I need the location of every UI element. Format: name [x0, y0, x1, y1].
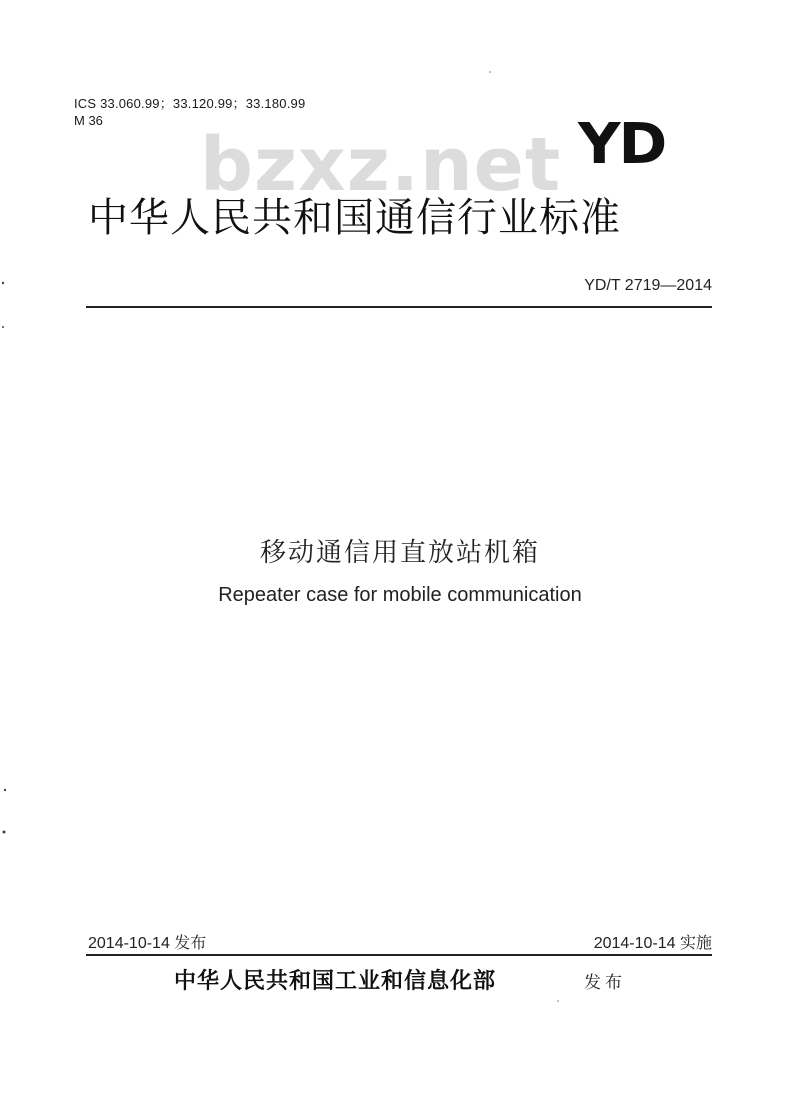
ics-classification: ICS 33.060.99；33.120.99；33.180.99	[74, 96, 306, 111]
classification-code: M 36	[74, 113, 103, 128]
bottom-divider	[86, 954, 712, 956]
top-divider	[86, 306, 712, 308]
document-title-chinese: 移动通信用直放站机箱	[259, 538, 540, 568]
standard-category-title: 中华人民共和国通信行业标准	[88, 195, 621, 241]
issue-date: 2014-10-14 发布	[88, 935, 207, 952]
yd-logo: YD	[578, 112, 666, 177]
publisher-name: 中华人民共和国工业和信息化部	[174, 969, 497, 994]
watermark: bzxz.net	[200, 122, 562, 208]
publisher-suffix: 发布	[584, 973, 626, 993]
standard-number: YD/T 2719—2014	[584, 277, 712, 294]
document-title-english: Repeater case for mobile communication	[218, 584, 582, 606]
implementation-date: 2014-10-14 实施	[593, 935, 712, 952]
